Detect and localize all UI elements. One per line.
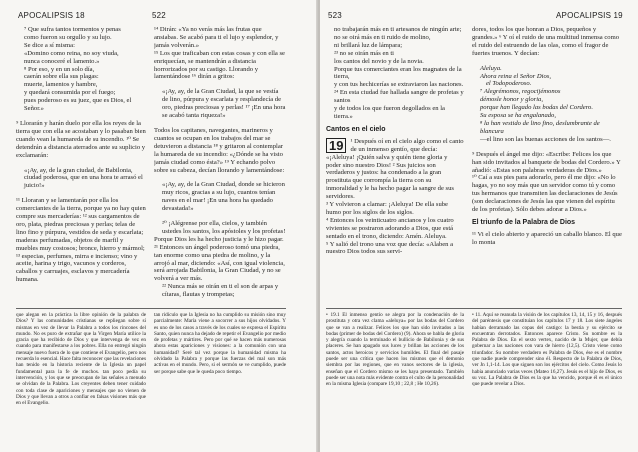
verse-paragraph: ⁹ Después el ángel me dijo: «Escribe: Felices los que han sido invitados al banquete de bodas del Cordero.» Y añadió: «Estas son palabras verdaderas de Dios.» bbox=[472, 150, 621, 174]
verse-paragraph: Todos los capitanes, navegantes, marineros y cuantos se ocupan en los trabajos del mar se detuvieron a distancia ¹⁸ y gritaron al contemplar la humareda de su incendio: «¿Dónde se ha visto jamás ciudad como ésta?» ¹⁹ Y echando polvo sobre su cabeza, decían llorando y lamentándose: bbox=[154, 126, 285, 174]
verse-paragraph: ²¹ Entonces un ángel poderoso tomó una piedra, tan enorme como una piedra de molino, y la arrojó al mar, diciendo: «Así, con igual violencia, será arrojada Babilonia, la Gran Ciudad, y no se volverá a ver más. bbox=[154, 243, 285, 283]
commentary-left-2 bbox=[154, 312, 286, 448]
verse-paragraph: «¡Ay, ay, de la Gran Ciudad, la que se vestía de lino, púrpura y escarlata y resplandecía de oro, piedras preciosas y perlas! ¹⁷ ¡En una hora se acabó tanta riqueza!» bbox=[162, 88, 286, 120]
verse-paragraph: ⁹ Llorarán y harán duelo por ella los reyes de la tierra que con ella se acostaban y lo pasaban bien cuando vean la humareda de su incendio. ¹⁰ Se detendrán a distancia aterrados ante su suplicio y exclamarán: bbox=[16, 119, 146, 159]
page-number-right: 523 bbox=[328, 11, 342, 20]
verse-paragraph: ⁴ Entonces los veinticuatro ancianos y los cuatro vivientes se postraron adorando a Dios, que está sentado en el trono, diciendo: Amén. Aleluya. bbox=[326, 216, 454, 240]
verse-paragraph: dores, todos los que honran a Dios, pequeños y grandes.» ⁶ Y oí el ruido de una multitud inmensa como el ruido del estruendo de las olas, como el fragor de fuertes truenos. Y decían: bbox=[472, 26, 620, 57]
verse-line: Ahora reina el Señor Dios, bbox=[480, 72, 551, 80]
left-column-2 bbox=[154, 26, 286, 304]
commentary-right-1 bbox=[326, 312, 464, 448]
verse-line: pues poderoso es su juez, que es Dios, el Señor.» bbox=[24, 97, 132, 113]
verse-line: Su esposa se ha engalanado, bbox=[480, 112, 557, 120]
section-heading: Cantos en el cielo bbox=[326, 125, 386, 133]
verse-paragraph: ¹¹ Vi el cielo abierto y apareció un caballo blanco. El que lo monta bbox=[472, 230, 622, 246]
verse-line: ²⁴ En esta ciudad fue hallada sangre de profetas y santos bbox=[334, 89, 464, 105]
running-head-right: APOCALIPSIS 19 bbox=[556, 11, 623, 20]
verse-line: démosle honor y gloria, bbox=[480, 96, 544, 104]
commentary-right-2 bbox=[472, 312, 622, 448]
verse-paragraph: «¡Aleluya! ¡Quién salva y quién tiene gloria y poder sino nuestro Dios! ² Sus juicios son verdaderos y justos: ha condenado a la gran prostituta que corrompía la tierra con su inmoralidad y le ha hecho pagar la sangre de sus servidores. bbox=[326, 153, 454, 201]
verse-line: y quedará consumida por el fuego; bbox=[24, 89, 116, 97]
verse-paragraph: ¹ Después oí en el cielo algo como el canto de un inmenso gentío, que decía: bbox=[350, 137, 464, 153]
verse-line: ⁸ la han vestido de lino fino, deslumbrante de blancura bbox=[480, 119, 600, 135]
footnote-rule-right bbox=[326, 308, 622, 309]
verse-paragraph: Porque Dios les ha hecho justicia y le hizo pagar. bbox=[154, 235, 284, 243]
verse-line: y de todos los que fueron degollados en la tierra.» bbox=[334, 105, 445, 120]
verse-line: «Domino como reina, no soy viuda, bbox=[24, 49, 119, 57]
verse-line: ⁷ Que sufra tantos tormentos y penas bbox=[24, 26, 121, 33]
page-number-left: 522 bbox=[152, 11, 166, 20]
verse-line: ni brillará luz de lámpara; bbox=[334, 41, 403, 49]
verse-line: Aleluya. bbox=[480, 64, 502, 72]
left-page bbox=[0, 0, 318, 452]
footnote-rule-left bbox=[16, 308, 286, 309]
verse-paragraph: «¡Ay, ay, de la Gran Ciudad, donde se hicieron muy ricos, gracias a su lujo, cuantos tenían naves en el mar! ¡En una hora ha quedado devastada!» bbox=[162, 181, 285, 213]
verse-line: —el lino son las buenas acciones de los santos—. bbox=[480, 135, 611, 143]
verse-paragraph: ²² Nunca más se oirán en ti el son de arpas y cítaras, flautas y trompetas; bbox=[162, 283, 279, 299]
commentary-text: tan ridículo que la Iglesia no ha cumplido su misión sino muy parcialmente: María viene a socorrer a sus hijos olvidados. Y es uno de los casos a través de los cuales se expresa el Espíritu Santo, quien nunca ha dejado de repetir el Evangelio por medio de profetas y mártires. Pero por qué se hacen más numerosas ahora estas apariciones y visiones: a la comunión con una humanidad? Seré tal vez porque la humanidad misma ha olvidado la Palabra y porque las fuerzas del mal son más activas en el mundo. Pero, si el sermón se ve cumplido, puede ser porque sabe que le queda poco tiempo. bbox=[154, 312, 286, 375]
verse-paragraph: «¡Ay, ay, de la gran ciudad, de Babilonia, ciudad poderosa, que en una hora te arrasó el juicio!» bbox=[24, 166, 143, 190]
verse-paragraph: ⁵ Y salió del trono una voz que decía: «Alaben a nuestro Dios todos sus servi- bbox=[326, 240, 454, 256]
right-column-1 bbox=[326, 26, 464, 306]
commentary-text: • 19.1 El inmenso gentío se alegra por la condenación de la prostituta y otra vez clama «aleluya» por las bodas del Cordero que se van a realizar. Felices los que han sido invitados a las bodas (primer de bodas del Cordero) (9). Ahora se babla de gloria y alegría cuando la terminado el bullicio de Babilonia y de sus placeres. Se han apagado sus luces y brillan las acciones de los santos, actos heroicos y servicios humildes. El final del pasaje puede ser una crítica que hacen los mismos que el demonio siembra por las regiones, que en vanos sectores de la iglesia, enseñan que el Cordero mismo se les haya presentado. También puede ser una nota más evidente contra el culto de la personalidad en la misma Iglesia (compare 19,10 ; 22,8 ; He 10,26). bbox=[326, 312, 464, 388]
verse-line: caerán sobre ella sus plagas: bbox=[24, 73, 99, 81]
verse-paragraph: ¹¹ Lloraran y se lamentarán por ella los comerciantes de la tierra, porque ya no hay quien compre sus mercaderías: ¹² sus cargamentos de oro, plata, piedras preciosas y perlas; telas de lino fino y púrpura, vestidos de seda y escarlata; maderas perfumadas, objetos de marfil y muebles muy costosos; bronce, hierro y mármol; ¹³ especias, perfumes, mirra e incienso; vino y aceite, harina y trigo, vacunos y corderos, caballos y carruajes, esclavos y mercadería humana. bbox=[16, 197, 146, 284]
verse-line: y con tus hechicerías se extraviaron las naciones. bbox=[334, 81, 464, 89]
right-page bbox=[320, 0, 638, 452]
verse-paragraph: ²⁰ ¡Alégrense por ella, cielos, y también ustedes los santos, los apóstoles y los profetas! bbox=[162, 220, 286, 235]
verse-line: Se dice a sí misma: bbox=[24, 41, 75, 49]
verse-line: el Todopoderoso. bbox=[486, 80, 532, 88]
commentary-text: que alegan en la práctica la libre opinión de la palabra de Dios? Y las comunidades cristianas se repliegan sobre sí mismas en vez de llevar la Palabra a todos los rincones del mundo. No es puro de extrañar que la Virgen María utilice la gracia que ha recibido de Dios y que intervenga de vez en cuando para manifestarse a los pobres. Ella no entregó ningún mensaje nuevo fuera de lo que contiene el Evangelio, pero nos recuerda lo esencial. Hace falta reconocer que las revelaciones han tenido en la historia reciente de la Iglesia un papel fundamental para la fe de muchos. tan poco pedía su intervención, y los que se preocupan de las señales a menudo se olvidan de la Palabra. Los creyentes deben tener cuidado con toda clase de apariciones y mensajes que no vienen de Dios y que llevan a otros a confiar en falsas visiones más que en el Evangelio. bbox=[16, 312, 146, 407]
verse-line: ⁷ Alegrémonos, regocijémonos bbox=[480, 88, 561, 96]
verse-paragraph: ¹⁰ Caí a sus pies para adorarlo, pero él me dijo: «No lo hagas, yo no soy más que un servidor como tú y como tus hermanos que transmiten las declaraciones de Jesús (son declaraciones de Jesús las que vienen del espíritu de los profetas). Sólo debes adorar a Dios.» bbox=[472, 174, 618, 214]
verse-paragraph: ¹⁴ Dirán: «Ya no verás más las frutas que ansiabas. Se acabó para ti el lujo y esplendor, y jamás volverán.» bbox=[154, 26, 279, 49]
running-head-left: APOCALIPSIS 18 bbox=[18, 11, 85, 20]
section-heading: El triunfo de la Palabra de Dios bbox=[472, 218, 576, 226]
chapter-number: 19 bbox=[326, 138, 346, 153]
verse-paragraph: ¹⁵ Los que traficaban con estas cosas y con ella se enriquecían, se mantendrán a distancia horrorizados por su castigo. Llorando y lamentándose ¹⁶ dirán a gritos: bbox=[154, 49, 285, 81]
verse-line: nunca conoceré el lamento.» bbox=[24, 57, 100, 65]
verse-line: ⁸ Por eso, y en un solo día, bbox=[24, 65, 95, 73]
verse-line: como fueron su orgullo y su lujo. bbox=[24, 33, 112, 41]
verse-line: no se oirá más en ti ruido de molino, bbox=[334, 33, 431, 41]
right-column-2 bbox=[472, 26, 622, 306]
verse-line: ²³ no se oirán más en ti bbox=[334, 49, 394, 57]
verse-line: Porque tus comerciantes eran los magnates de la tierra, bbox=[334, 65, 462, 81]
verse-line: muerte, lamentos y hambre, bbox=[24, 81, 98, 89]
commentary-left-1 bbox=[16, 312, 146, 448]
left-column-1 bbox=[16, 26, 146, 304]
verse-line: los cantos del novio y de la novia. bbox=[334, 57, 424, 65]
commentary-text: • 11. Aquí se reanuda la visión de los capítulos 13, 14, 15 y 16, después del paréntesis que constituían los capítulos 17 y 18. Los siete ángeles habían derramado las copas del castigo: la bestia y su ejército se encuentran derrotados. Entonces aparece Cristo. Su nombre es la Palabra de Dios. En el sexto vertex, nacido de la Mujer, que debía gobernar a las naciones con vara de hierro (12,5). Cristo viene como triunfador. Su nombre verdadero es Palabra de Dios, ése es el nombre que nadie puede comprender sino él. Respecto de la Palabra de Dios, ver Jn 1,1-14. Los que siguen son los ejércitos del cielo. Como Jesús lo había anunciado varias veces (Mateo 16,27). Jesús es el hijo de Dios, es su voz. La Palabra de Dios es la que ha vencido, porque él es el único que puede revelar a Dios. bbox=[472, 312, 622, 388]
verse-paragraph: ³ Y volvieron a clamar: ¡Aleluya! De ella sube humo por los siglos de los siglos. bbox=[326, 201, 448, 216]
verse-line: no trabajarán más en ti artesanos de ningún arte; bbox=[334, 26, 462, 33]
verse-line: porque han llegado las bodas del Cordero. bbox=[480, 104, 594, 112]
